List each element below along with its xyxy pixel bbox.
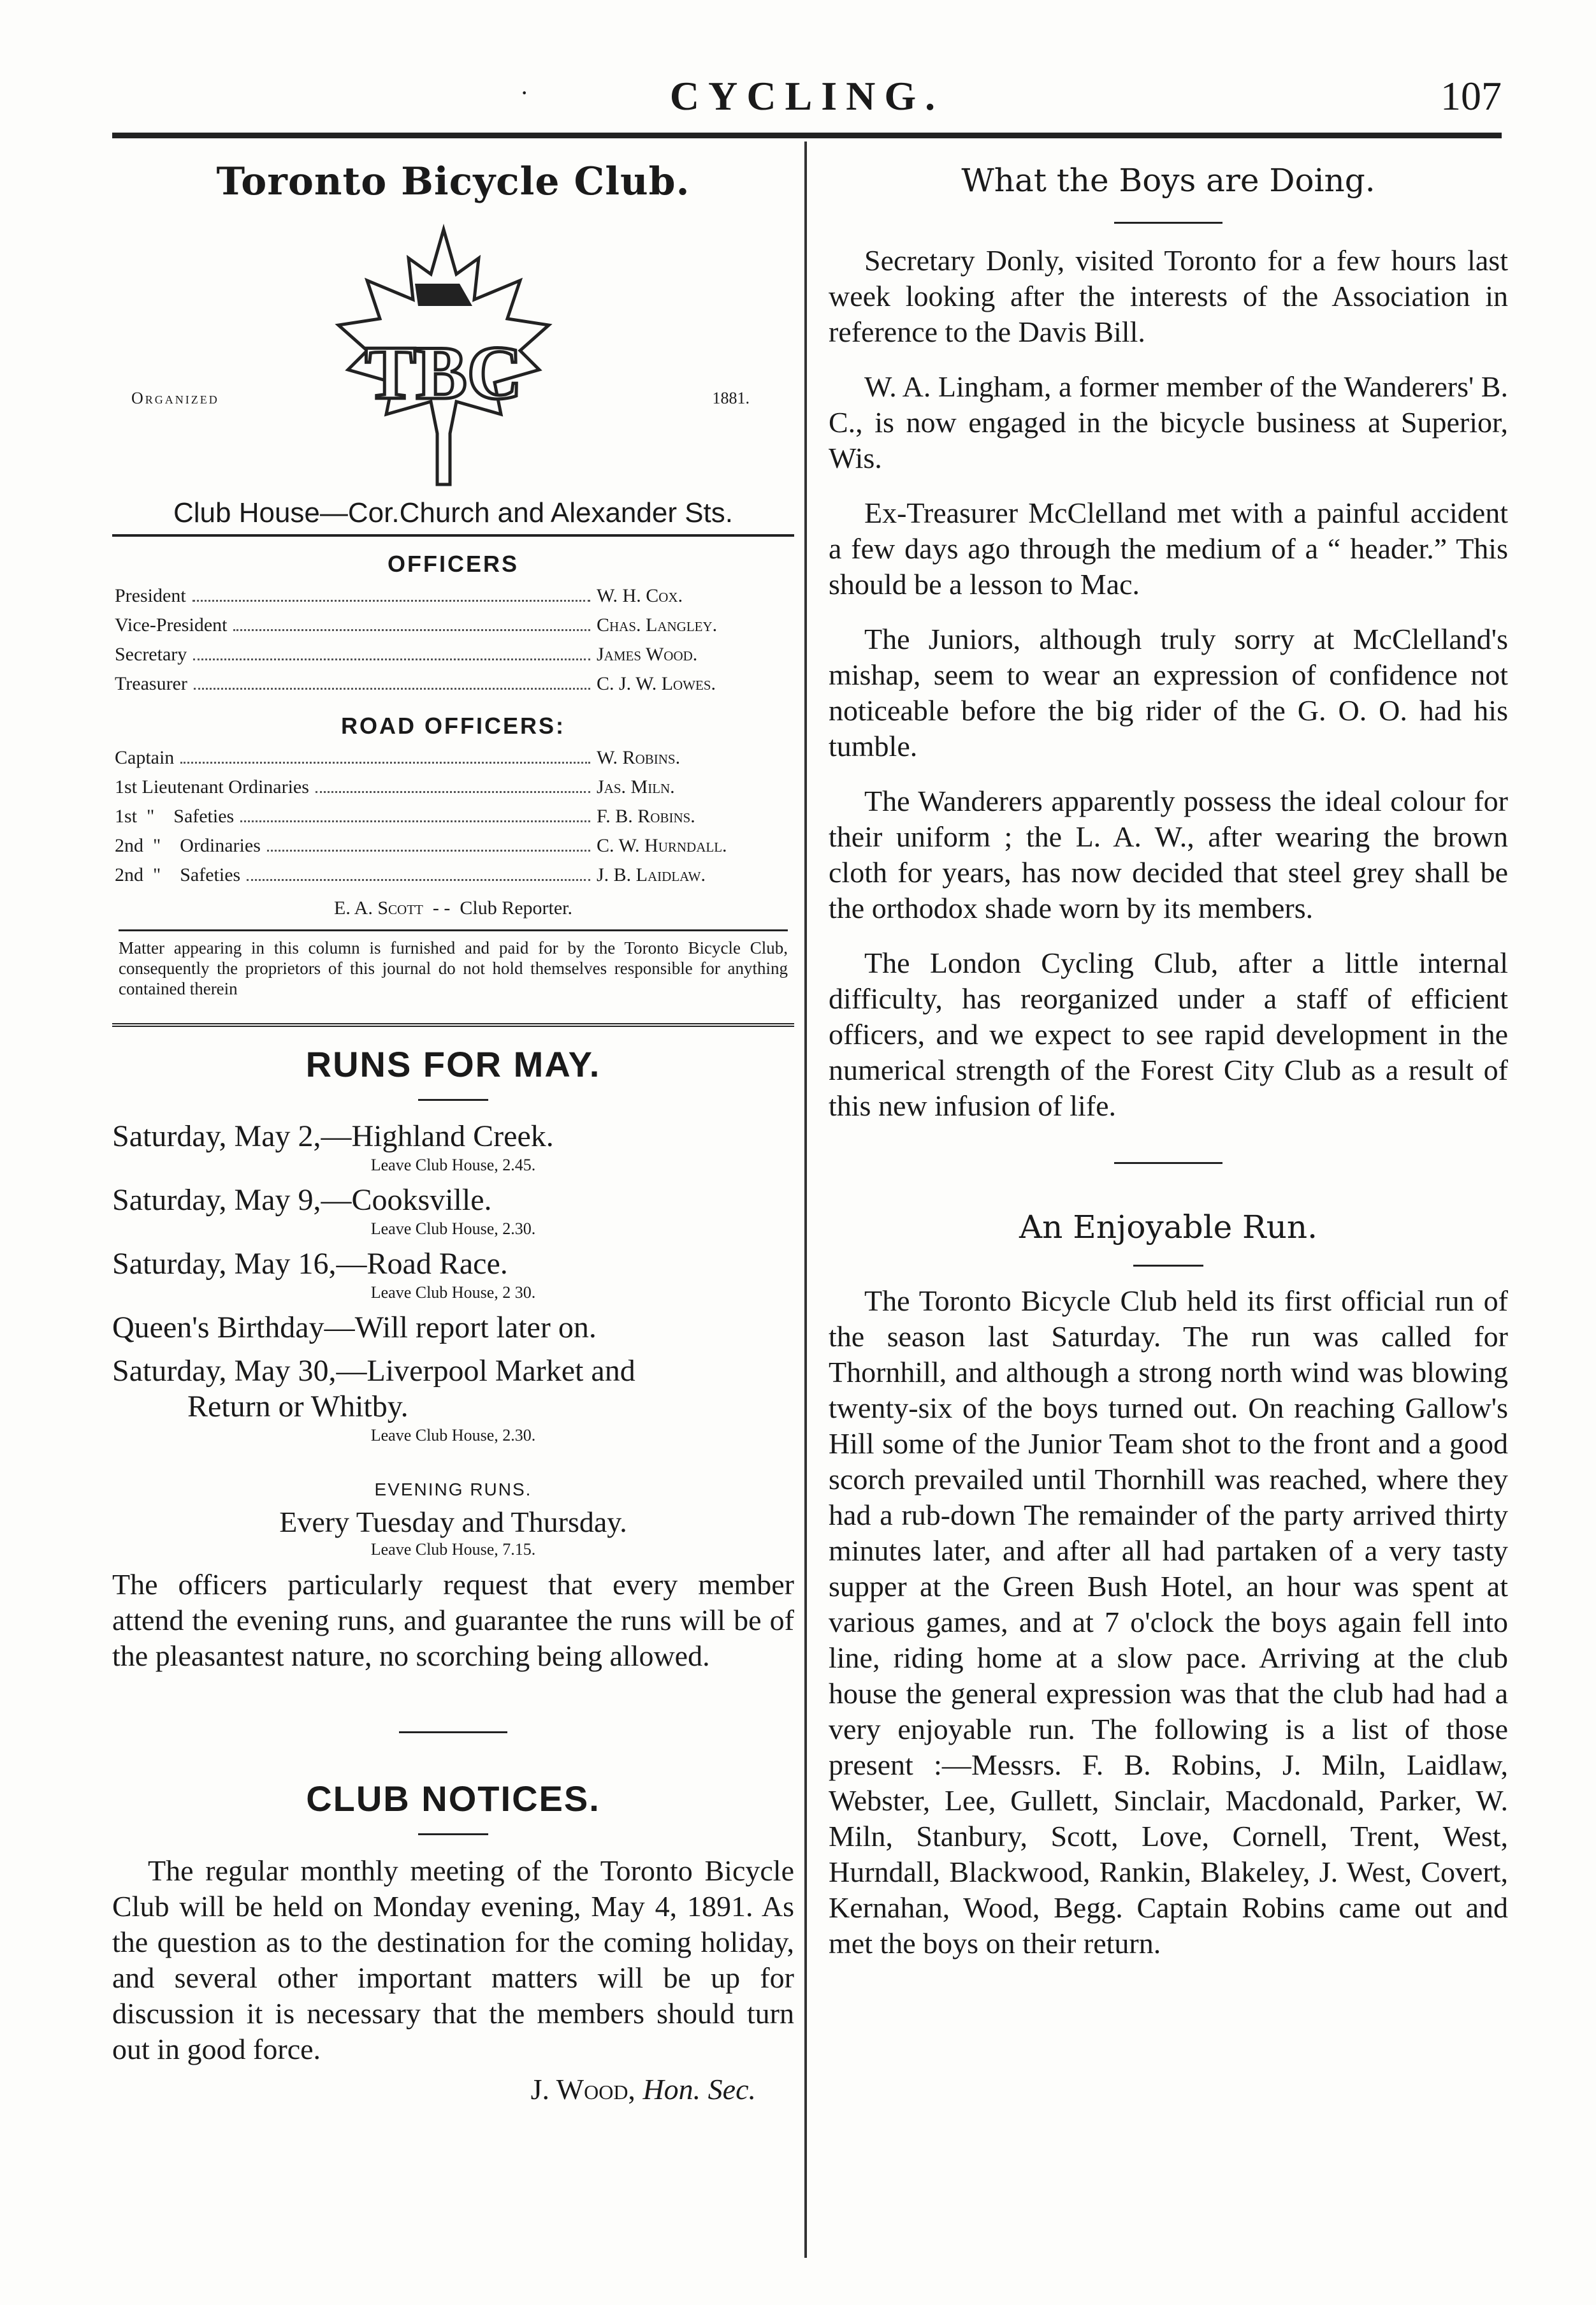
officers-list [112,581,794,699]
news-paragraph: The London Cycling Club, after a little internal difficulty, has reorganized under a staff of efficient officers, and we expect to see rapid development in the numerical strength of the Forest City Club as a result of this new infusion of life. [829,947,1508,1122]
officer-name: C. W. Hurndall. [597,835,727,856]
heading-rule [1133,1265,1203,1267]
heading-rule [1114,222,1222,224]
officer-row [112,669,794,699]
dot-leader [267,831,590,852]
left-column [112,153,794,2106]
run-departure: Leave Club House, 2.45. [370,1156,536,1174]
road-officer-row [112,831,794,861]
run-entry: Saturday, May 9,—Cooksville. [112,1183,492,1217]
news-paragraph: Secretary Donly, visited Toronto for a few hours last week looking after the interests of the Association in reference to the Davis Bill. [829,244,1508,348]
club-notices-heading: CLUB NOTICES. [306,1778,600,1819]
reporter-role: Club Reporter. [460,898,572,919]
run-entry-continued: Return or Whitby. [187,1390,409,1423]
run-departure: Leave Club House, 2.30. [370,1219,536,1238]
club-house-address: Club House—Cor.Church and Alexander Sts. [112,497,794,537]
officer-role: 1st Lieutenant Ordinaries [115,776,309,797]
officer-name: James Wood. [597,644,698,665]
column-divider [804,142,807,2258]
dot-leader [192,581,590,602]
officer-row [112,581,794,611]
club-title: Toronto Bicycle Club. [216,159,690,204]
road-officers-list [112,743,794,890]
officer-name: C. J. W. Lowes. [597,673,716,694]
enjoyable-run-heading: An Enjoyable Run. [1019,1209,1317,1246]
dot-leader [247,861,590,881]
club-notices-paragraph: The regular monthly meeting of the Toronto Bicycle Club will be held on Monday evening, May 4, 1891. As the question as to the destination for the coming holiday, and several other important matters will be up for discussion it is necessary that the members should turn out in good force. [112,1854,794,2065]
run-departure: Leave Club House, 2.30. [370,1426,536,1444]
officer-role: Secretary [115,644,187,665]
road-officer-row [112,743,794,773]
news-paragraph: W. A. Lingham, a former member of the Wanderers' B. C., is now engaged in the bicycle business at Superior, Wis. [829,370,1508,474]
boys-doing-heading: What the Boys are Doing. [961,162,1375,199]
maple-leaf-emblem-icon [329,223,558,491]
signature-name: J. Wood, [530,2073,635,2105]
run-entry: Queen's Birthday—Will report later on. [112,1311,597,1344]
running-title: CYCLING. [669,73,945,119]
evening-runs-days: Every Tuesday and Thursday. [279,1506,627,1538]
officer-role: 2nd " Safeties [115,864,241,885]
dot-leader [193,640,590,660]
officer-name: Chas. Langley. [597,614,718,636]
heading-rule [418,1099,488,1101]
officer-role: 1st " Safeties [115,806,235,827]
officer-name: W. Robins. [597,747,681,768]
right-column [829,153,1508,1961]
heading-rule [418,1833,488,1835]
reporter-separator: - - [432,898,451,919]
road-officer-row [112,802,794,831]
section-rule [1114,1162,1222,1164]
news-paragraph: The Wanderers apparently possess the ideal colour for their uniform ; the L. A. W., after wearing the brown cloth for years, has now decided that steel grey shall be the orthodox shade worn by its members. [829,785,1508,924]
run-entry: Saturday, May 30,—Liverpool Market and [112,1354,635,1388]
reporter-name: E. A. Scott [334,898,423,919]
run-departure: Leave Club House, 2 30. [370,1283,536,1302]
evening-runs-heading: EVENING RUNS. [374,1480,532,1499]
officer-role: Vice-President [115,614,228,636]
dot-leader [194,669,590,690]
emblem-letters: TBC [365,330,523,415]
runs-heading: RUNS FOR MAY. [305,1044,601,1084]
organized-label: Organized [131,389,219,407]
club-reporter-line [112,898,794,919]
section-rule [112,1023,794,1027]
officer-row [112,640,794,669]
evening-runs-paragraph: The officers particularly request that every member attend the evening runs, and guarantee the runs will be of the pleasantest nature, no scorching being allowed. [112,1568,794,1672]
officer-role: President [115,585,186,606]
officer-role: Captain [115,747,175,768]
dot-leader [316,773,590,793]
dot-leader [233,611,590,631]
officer-name: W. H. Cox. [597,585,683,606]
officer-name: F. B. Robins. [597,806,695,827]
column-disclaimer: Matter appearing in this column is furnished and paid for by the Toronto Bicycle Club, consequently the proprietors of this journal do not hold themselves responsible for anything contained therein [119,929,788,999]
officer-role: Treasurer [115,673,187,694]
officer-role: 2nd " Ordinaries [115,835,261,856]
run-entry: Saturday, May 16,—Road Race. [112,1247,508,1281]
news-paragraph: The Juniors, although truly sorry at McClelland's mishap, seem to wear an expression of confidence not noticeable before the big rider of the G. O. O. had his tumble. [829,623,1508,762]
evening-departure: Leave Club House, 7.15. [370,1540,536,1559]
page-number: 107 [1440,73,1502,119]
section-rule [399,1731,507,1733]
signature [112,2072,794,2106]
officers-heading: OFFICERS [387,551,519,577]
road-officers-heading: ROAD OFFICERS: [341,713,565,739]
club-emblem-row [112,223,794,491]
header-dot: · [520,78,529,107]
road-officer-row [112,773,794,802]
organized-year: 1881. [712,389,750,407]
dot-leader [180,743,590,764]
header-rule [112,133,1502,138]
officer-name: Jas. Miln. [597,776,675,797]
officer-name: J. B. Laidlaw. [597,864,706,885]
dot-leader [240,802,590,822]
enjoyable-run-paragraph: The Toronto Bicycle Club held its first official run of the season last Saturday. The run was called for Thornhill, and although a strong north wind was blowing twenty-six of the boys turned out. On reaching Gallow's Hill some of the Junior Team shot to the front and a good scorch prevailed until Thornhill was reached, where they had a rub-down The remainder of the party arrived thirty minutes later, and after all had partaken of a very tasty supper at the Green Bush Hotel, an hour was spent at various games, and at 7 o'clock the boys again fell into line, riding home at a slow pace. Arriving at the club house the general expression was that the club had had a very enjoyable run. The following is a list of those present :—Messrs. F. B. Robins, J. Miln, Laidlaw, Webster, Lee, Gullett, Sinclair, Macdonald, Parker, W. Miln, Stanbury, Scott, Love, Cornell, Trent, West, Hurndall, Blackwood, Rankin, Blakeley, J. West, Covert, Kernahan, Wood, Begg. Captain Robins came out and met the boys on their return. [829,1284,1508,1960]
page-header [112,59,1502,135]
news-paragraph: Ex-Treasurer McClelland met with a painful accident a few days ago through the medium of a “ header.” This should be a lesson to Mac. [829,497,1508,600]
run-entry: Saturday, May 2,—Highland Creek. [112,1119,554,1153]
road-officer-row [112,861,794,890]
signature-title: Hon. Sec. [642,2073,756,2105]
officer-row [112,611,794,640]
